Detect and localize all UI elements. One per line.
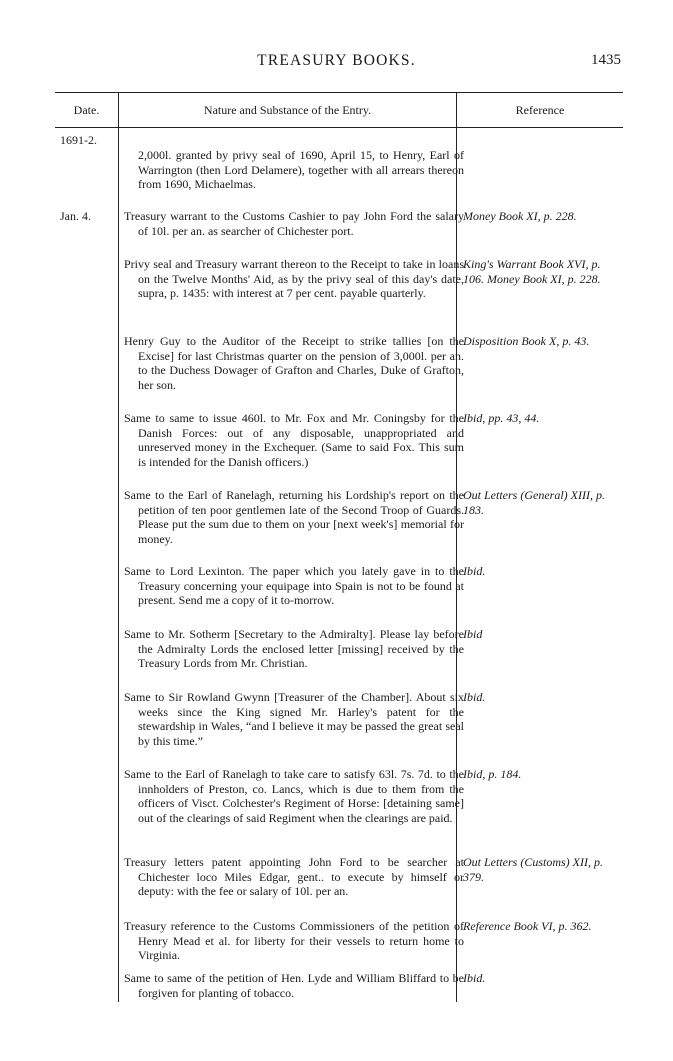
entry-reference: Ibid bbox=[463, 627, 483, 641]
table-header-rule bbox=[55, 127, 623, 128]
entry-reference: Ibid. bbox=[463, 690, 486, 704]
page-number: 1435 bbox=[591, 52, 621, 68]
entry-reference: Reference Book VI, p. 362. bbox=[463, 919, 592, 933]
entry-text: Henry Guy to the Auditor of the Receipt to strike tallies [on the Excise] for last Christmas quarter on the pension of 3,000l. per an. to the Duchess Dowager of Grafton and Charles, Duke of Grafton, her son. bbox=[124, 334, 464, 393]
entry-reference: Money Book XI, p. 228. bbox=[463, 209, 577, 223]
entry-text: Same to same to issue 460l. to Mr. Fox and Mr. Coningsby for the Danish Forces: out of any disposable, unappropriated and unreserved money in the Exchequer. (Same to said Fox. This sum is intended for the Danish officers.) bbox=[124, 411, 464, 470]
running-title: TREASURY BOOKS. bbox=[257, 52, 416, 69]
column-header-date: Date. bbox=[73, 103, 100, 117]
entry-reference: Ibid, pp. 43, 44. bbox=[463, 411, 540, 425]
entry-text: Same to the Earl of Ranelagh, returning his Lordship's report on the petition of ten poor gentlemen late of the Second Troop of Guards. Please put the sum due to them on your [next week's] memorial for money. bbox=[124, 488, 464, 547]
entry-text: Same to Mr. Sotherm [Secretary to the Admiralty]. Please lay before the Admiralty Lords the enclosed letter [missing] received by the Treasury Lords from Mr. Christian. bbox=[124, 627, 464, 671]
entry-reference: Disposition Book X, p. 43. bbox=[463, 334, 590, 348]
entry-text: Treasury letters patent appointing John Ford to be searcher at Chichester loco Miles Edgar, gent.. to execute by himself or deputy: with the fee or salary of 10l. per an. bbox=[124, 855, 464, 899]
entry-reference: Ibid. bbox=[463, 564, 486, 578]
entry-text: Treasury reference to the Customs Commissioners of the petition of Henry Mead et al. for liberty for their vessels to return home to Virginia. bbox=[124, 919, 464, 963]
entry-date: Jan. 4. bbox=[60, 209, 91, 223]
entry-date: 1691-2. bbox=[60, 133, 97, 147]
entry-text: Same to the Earl of Ranelagh to take care to satisfy 63l. 7s. 7d. to the innholders of Preston, co. Lancs, which is due to them from the officers of Visct. Colchester's Regiment of Horse: [detaining same] out of the clearings of said Regiment when the clearings are paid. bbox=[124, 767, 464, 826]
entry-text: Same to Lord Lexinton. The paper which you lately gave in to the Treasury concerning your equipage into Spain is not to be found at present. Send me a copy of it to-morrow. bbox=[124, 564, 464, 608]
entry-reference: Out Letters (General) XIII, p. 183. bbox=[463, 488, 605, 517]
entry-reference: Ibid. bbox=[463, 971, 486, 985]
entry-reference: King's Warrant Book XVI, p. 106. Money Book XI, p. 228. bbox=[463, 257, 601, 286]
column-header-reference: Reference bbox=[515, 103, 565, 117]
entry-reference: Out Letters (Customs) XII, p. 379. bbox=[463, 855, 603, 884]
column-header-nature: Nature and Substance of the Entry. bbox=[203, 103, 372, 117]
entry-text: 2,000l. granted by privy seal of 1690, April 15, to Henry, Earl of Warrington (then Lord Delamere), together with all arrears thereon from 1690, Michaelmas. bbox=[138, 148, 464, 192]
table-top-rule bbox=[55, 92, 623, 93]
entry-text: Same to Sir Rowland Gwynn [Treasurer of the Chamber]. About six weeks since the King signed Mr. Harley's patent for the stewardship in Wales, “and I believe it may be passed the great seal by this time.” bbox=[124, 690, 464, 749]
entry-text: Same to same of the petition of Hen. Lyde and William Bliffard to be forgiven for planting of tobacco. bbox=[124, 971, 464, 1000]
entry-text: Privy seal and Treasury warrant thereon to the Receipt to take in loans on the Twelve Months' Aid, as by the privy seal of this day's date, supra, p. 1435: with interest at 7 per cent. payable quarterly. bbox=[124, 257, 464, 301]
running-head bbox=[0, 52, 673, 72]
entry-reference: Ibid, p. 184. bbox=[463, 767, 522, 781]
column-divider-date bbox=[118, 92, 119, 1002]
entry-text: Treasury warrant to the Customs Cashier to pay John Ford the salary of 10l. per an. as searcher of Chichester port. bbox=[124, 209, 464, 238]
